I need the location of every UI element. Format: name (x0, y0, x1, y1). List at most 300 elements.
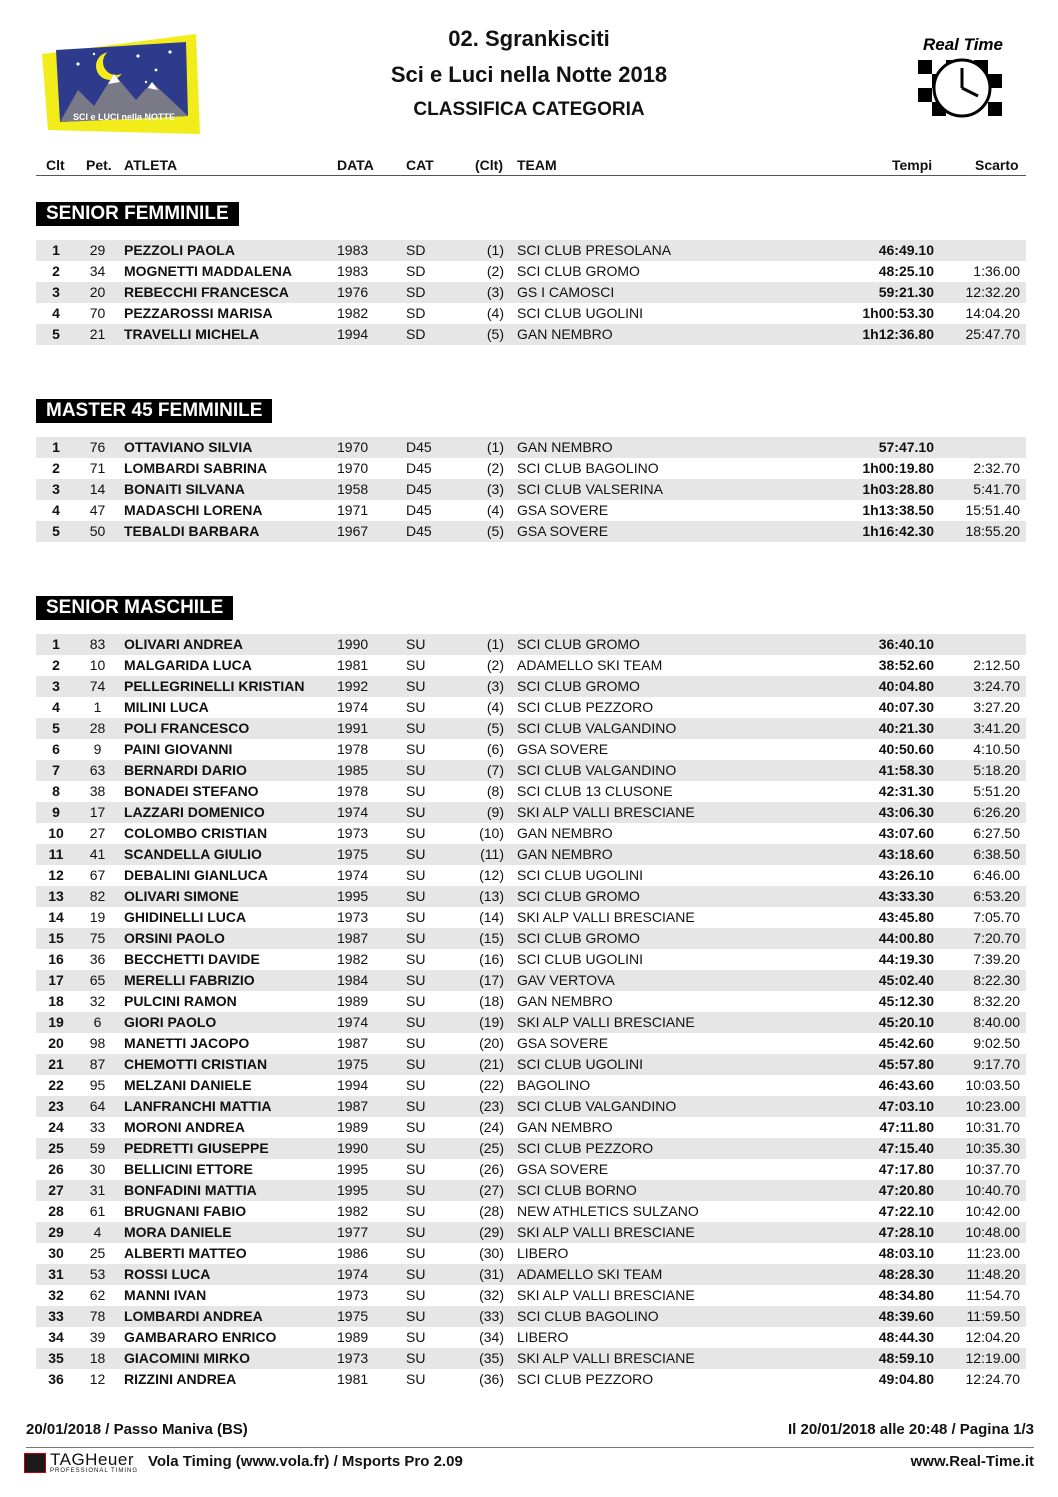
cell-gap: 9:17.70 (973, 1056, 1020, 1072)
cell-cat: SD (406, 326, 426, 342)
cell-time: 46:49.10 (878, 242, 934, 258)
cell-name: BERNARDI DARIO (124, 762, 247, 778)
cell-pos: (1) (486, 439, 504, 455)
cell-cat: SU (406, 867, 426, 883)
cell-gap: 7:39.20 (973, 951, 1020, 967)
cell-name: BRUGNANI FABIO (124, 1203, 247, 1219)
cell-pos: (10) (479, 825, 504, 841)
cell-pet: 20 (89, 284, 106, 300)
cell-team: SKI ALP VALLI BRESCIANE (517, 1014, 695, 1030)
cell-clt: 26 (48, 1161, 64, 1177)
cell-year: 1981 (337, 1371, 369, 1387)
cell-pos: (27) (479, 1182, 504, 1198)
cell-pet: 83 (89, 636, 106, 652)
cell-time: 47:11.80 (879, 1119, 934, 1135)
cell-name: PELLEGRINELLI KRISTIAN (124, 678, 305, 694)
cell-time: 47:03.10 (878, 1098, 934, 1114)
cell-pet: 59 (89, 1140, 106, 1156)
table-row (36, 479, 1026, 500)
cell-time: 47:28.10 (878, 1224, 934, 1240)
cell-team: GAN NEMBRO (517, 1119, 613, 1135)
cell-time: 59:21.30 (878, 284, 934, 300)
cell-cat: SU (406, 720, 426, 736)
cell-team: SCI CLUB GROMO (517, 888, 640, 904)
tag-heuer-badge-icon (24, 1453, 46, 1473)
cell-year: 1995 (337, 1161, 369, 1177)
cell-pos: (24) (479, 1119, 504, 1135)
cell-pet: 27 (89, 825, 106, 841)
cell-cat: SD (406, 305, 426, 321)
cell-cat: SU (406, 636, 426, 652)
table-row (36, 1117, 1026, 1138)
cell-clt: 1 (52, 242, 60, 258)
cell-pos: (4) (486, 699, 504, 715)
cell-gap: 3:27.20 (973, 699, 1020, 715)
table-row (36, 781, 1026, 802)
cell-year: 1975 (337, 846, 369, 862)
cell-pos: (11) (480, 846, 504, 862)
cell-team: SCI CLUB BAGOLINO (517, 1308, 659, 1324)
cell-time: 48:03.10 (878, 1245, 934, 1261)
cell-pos: (26) (479, 1161, 504, 1177)
col-header-pet: Pet. (86, 157, 112, 173)
cell-year: 1989 (337, 993, 369, 1009)
footer-page-info: Il 20/01/2018 alle 20:48 / Pagina 1/3 (788, 1421, 1034, 1438)
cell-time: 44:19.30 (878, 951, 934, 967)
cell-name: MERELLI FABRIZIO (124, 972, 255, 988)
cell-time: 48:34.80 (878, 1287, 934, 1303)
cell-pos: (7) (486, 762, 504, 778)
header-divider (36, 175, 1026, 176)
cell-team: SCI CLUB BORNO (517, 1182, 637, 1198)
cell-time: 43:26.10 (878, 867, 934, 883)
table-row (36, 823, 1026, 844)
cell-year: 1978 (337, 741, 369, 757)
cell-gap: 6:27.50 (973, 825, 1020, 841)
tag-heuer-brand: TAGHeuer (50, 1450, 134, 1469)
cell-clt: 12 (48, 867, 64, 883)
cell-clt: 3 (52, 678, 60, 694)
cell-clt: 24 (48, 1119, 64, 1135)
cell-name: DEBALINI GIANLUCA (124, 867, 268, 883)
cell-pet: 64 (89, 1098, 106, 1114)
cell-year: 1975 (337, 1056, 369, 1072)
cell-time: 47:20.80 (878, 1182, 934, 1198)
cell-time: 45:02.40 (878, 972, 934, 988)
table-row (36, 1306, 1026, 1327)
cell-gap: 6:46.00 (973, 867, 1020, 883)
cell-year: 1990 (337, 1140, 369, 1156)
cell-name: GIACOMINI MIRKO (124, 1350, 250, 1366)
cell-year: 1987 (337, 1035, 369, 1051)
cell-pet: 18 (89, 1350, 106, 1366)
cell-pos: (3) (486, 678, 504, 694)
cell-pos: (20) (479, 1035, 504, 1051)
cell-pet: 25 (89, 1245, 106, 1261)
footer-event-info: 20/01/2018 / Passo Maniva (BS) (26, 1421, 248, 1438)
category-header: MASTER 45 FEMMINILE (36, 399, 272, 423)
cell-pet: 98 (89, 1035, 106, 1051)
col-header-pos: (Clt) (475, 157, 503, 173)
cell-cat: SU (406, 699, 426, 715)
table-row (36, 1054, 1026, 1075)
table-row (36, 240, 1026, 261)
cell-year: 1974 (337, 804, 369, 820)
cell-pet: 21 (89, 326, 106, 342)
cell-cat: SD (406, 284, 426, 300)
cell-pos: (8) (486, 783, 504, 799)
table-row (36, 907, 1026, 928)
cell-name: BONFADINI MATTIA (124, 1182, 257, 1198)
cell-name: LANFRANCHI MATTIA (124, 1098, 272, 1114)
cell-cat: SU (406, 1161, 426, 1177)
table-row (36, 802, 1026, 823)
cell-time: 40:07.30 (878, 699, 934, 715)
cell-gap: 12:04.20 (965, 1329, 1020, 1345)
cell-name: ALBERTI MATTEO (124, 1245, 247, 1261)
cell-pos: (5) (486, 523, 504, 539)
col-header-cat: CAT (406, 157, 434, 173)
cell-year: 1987 (337, 930, 369, 946)
cell-year: 1983 (337, 242, 369, 258)
cell-clt: 22 (48, 1077, 64, 1093)
cell-name: OTTAVIANO SILVIA (124, 439, 253, 455)
cell-year: 1977 (337, 1224, 369, 1240)
cell-gap: 6:38.50 (973, 846, 1020, 862)
cell-name: MALGARIDA LUCA (124, 657, 252, 673)
table-row (36, 1180, 1026, 1201)
cell-team: GAN NEMBRO (517, 825, 613, 841)
cell-pet: 31 (89, 1182, 106, 1198)
cell-year: 1973 (337, 1287, 369, 1303)
cell-name: ORSINI PAOLO (124, 930, 225, 946)
cell-team: SCI CLUB PRESOLANA (517, 242, 672, 258)
cell-cat: D45 (406, 460, 432, 476)
cell-name: MADASCHI LORENA (124, 502, 263, 518)
cell-pos: (32) (479, 1287, 504, 1303)
cell-cat: SU (406, 1308, 426, 1324)
cell-year: 1974 (337, 1014, 369, 1030)
cell-year: 1982 (337, 305, 369, 321)
cell-cat: SU (406, 846, 426, 862)
cell-cat: SU (406, 951, 426, 967)
col-header-data: DATA (337, 157, 374, 173)
table-row (36, 1012, 1026, 1033)
cell-team: ADAMELLO SKI TEAM (517, 1266, 663, 1282)
cell-clt: 2 (52, 263, 60, 279)
cell-clt: 8 (52, 783, 60, 799)
real-time-logo (908, 30, 1018, 138)
table-row (36, 1138, 1026, 1159)
cell-pos: (12) (479, 867, 504, 883)
cell-team: GSA SOVERE (517, 502, 609, 518)
cell-year: 1978 (337, 783, 369, 799)
table-row (36, 1159, 1026, 1180)
cell-name: CHEMOTTI CRISTIAN (124, 1056, 268, 1072)
cell-name: PULCINI RAMON (124, 993, 237, 1009)
cell-name: LOMBARDI SABRINA (124, 460, 268, 476)
cell-team: SCI CLUB GROMO (517, 930, 640, 946)
cell-clt: 14 (48, 909, 64, 925)
cell-name: LOMBARDI ANDREA (124, 1308, 263, 1324)
cell-time: 57:47.10 (878, 439, 934, 455)
cell-pos: (4) (486, 305, 504, 321)
cell-time: 44:00.80 (878, 930, 934, 946)
cell-clt: 2 (52, 657, 60, 673)
cell-team: GAV VERTOVA (517, 972, 615, 988)
cell-clt: 21 (48, 1056, 64, 1072)
cell-team: SCI CLUB UGOLINI (517, 305, 644, 321)
cell-time: 45:57.80 (878, 1056, 934, 1072)
col-header-atleta: ATLETA (124, 157, 178, 173)
cell-team: SCI CLUB VALSERINA (517, 481, 664, 497)
cell-cat: SU (406, 1287, 426, 1303)
cell-time: 47:22.10 (878, 1203, 934, 1219)
cell-gap: 3:24.70 (973, 678, 1020, 694)
table-row (36, 1096, 1026, 1117)
cell-pet: 30 (89, 1161, 106, 1177)
cell-cat: SU (406, 888, 426, 904)
cell-time: 45:42.60 (878, 1035, 934, 1051)
cell-name: PEZZAROSSI MARISA (124, 305, 273, 321)
cell-clt: 29 (48, 1224, 64, 1240)
cell-team: SKI ALP VALLI BRESCIANE (517, 1350, 695, 1366)
cell-pet: 10 (89, 657, 106, 673)
cell-pos: (1) (486, 636, 504, 652)
cell-time: 40:04.80 (878, 678, 934, 694)
cell-cat: SU (406, 804, 426, 820)
cell-gap: 11:59.50 (966, 1308, 1020, 1324)
table-row (36, 1033, 1026, 1054)
cell-pos: (28) (479, 1203, 504, 1219)
cell-pos: (23) (479, 1098, 504, 1114)
cell-cat: D45 (406, 439, 432, 455)
table-row (36, 1264, 1026, 1285)
cell-name: SCANDELLA GIULIO (124, 846, 262, 862)
cell-team: SKI ALP VALLI BRESCIANE (517, 1224, 695, 1240)
cell-pos: (9) (486, 804, 504, 820)
cell-team: GAN NEMBRO (517, 846, 613, 862)
cell-year: 1967 (337, 523, 369, 539)
col-header-clt: Clt (46, 157, 65, 173)
cell-clt: 4 (52, 502, 60, 518)
cell-cat: SU (406, 1371, 426, 1387)
cell-pet: 78 (89, 1308, 106, 1324)
cell-team: SCI CLUB VALGANDINO (517, 1098, 677, 1114)
cell-gap: 10:03.50 (965, 1077, 1020, 1093)
cell-year: 1982 (337, 951, 369, 967)
table-row (36, 1243, 1026, 1264)
cell-year: 1970 (337, 460, 369, 476)
cell-clt: 30 (48, 1245, 64, 1261)
footer-software: Vola Timing (www.vola.fr) / Msports Pro 2.09 (148, 1453, 463, 1470)
table-row (36, 1348, 1026, 1369)
cell-year: 1973 (337, 909, 369, 925)
cell-year: 1995 (337, 888, 369, 904)
cell-cat: SU (406, 1077, 426, 1093)
table-row (36, 844, 1026, 865)
cell-name: OLIVARI ANDREA (124, 636, 243, 652)
cell-team: SKI ALP VALLI BRESCIANE (517, 909, 695, 925)
cell-cat: SU (406, 993, 426, 1009)
cell-pet: 39 (89, 1329, 106, 1345)
cell-cat: SU (406, 657, 426, 673)
cell-team: GSA SOVERE (517, 523, 609, 539)
table-row (36, 521, 1026, 542)
cell-cat: SU (406, 762, 426, 778)
cell-gap: 10:40.70 (965, 1182, 1020, 1198)
cell-time: 1h12:36.80 (862, 326, 934, 342)
table-row (36, 928, 1026, 949)
cell-team: BAGOLINO (517, 1077, 591, 1093)
cell-name: MORA DANIELE (124, 1224, 232, 1240)
cell-team: ADAMELLO SKI TEAM (517, 657, 663, 673)
table-row (36, 1327, 1026, 1348)
cell-gap: 11:54.70 (966, 1287, 1020, 1303)
table-row (36, 1201, 1026, 1222)
cell-pet: 50 (89, 523, 106, 539)
category-header: SENIOR MASCHILE (36, 596, 233, 620)
cell-clt: 13 (48, 888, 64, 904)
real-time-logo-text: Real Time (922, 35, 1004, 54)
cell-pet: 33 (89, 1119, 106, 1135)
cell-team: LIBERO (517, 1245, 569, 1261)
cell-name: OLIVARI SIMONE (124, 888, 239, 904)
table-row (36, 739, 1026, 760)
cell-pet: 12 (89, 1371, 106, 1387)
table-row (36, 261, 1026, 282)
cell-pet: 19 (89, 909, 106, 925)
cell-gap: 9:02.50 (973, 1035, 1020, 1051)
cell-pet: 47 (89, 502, 106, 518)
cell-pos: (4) (486, 502, 504, 518)
cell-pet: 14 (89, 481, 106, 497)
cell-clt: 10 (48, 825, 64, 841)
cell-pos: (2) (486, 460, 504, 476)
cell-year: 1985 (337, 762, 369, 778)
cell-gap: 8:32.20 (973, 993, 1020, 1009)
cell-gap: 7:20.70 (973, 930, 1020, 946)
cell-name: TEBALDI BARBARA (124, 523, 260, 539)
cell-time: 43:07.60 (878, 825, 934, 841)
cell-cat: SU (406, 1203, 426, 1219)
cell-name: BECCHETTI DAVIDE (124, 951, 260, 967)
cell-year: 1994 (337, 1077, 369, 1093)
cell-cat: SU (406, 1140, 426, 1156)
cell-year: 1992 (337, 678, 369, 694)
cell-time: 47:17.80 (878, 1161, 934, 1177)
cell-clt: 5 (52, 326, 60, 342)
cell-pet: 75 (89, 930, 106, 946)
cell-gap: 12:32.20 (965, 284, 1020, 300)
cell-time: 48:28.30 (878, 1266, 934, 1282)
cell-clt: 3 (52, 481, 60, 497)
cell-team: SCI CLUB GROMO (517, 678, 640, 694)
cell-time: 41:58.30 (878, 762, 934, 778)
cell-time: 36:40.10 (878, 636, 934, 652)
cell-gap: 5:41.70 (973, 481, 1020, 497)
cell-year: 1976 (337, 284, 369, 300)
cell-gap: 11:23.00 (966, 1245, 1020, 1261)
cell-pos: (34) (479, 1329, 504, 1345)
cell-cat: SU (406, 1182, 426, 1198)
cell-pet: 29 (89, 242, 106, 258)
cell-pet: 95 (89, 1077, 106, 1093)
col-header-scarto: Scarto (975, 157, 1019, 173)
cell-clt: 25 (48, 1140, 64, 1156)
cell-pet: 87 (89, 1056, 106, 1072)
cell-name: LAZZARI DOMENICO (124, 804, 265, 820)
cell-clt: 4 (52, 305, 60, 321)
cell-cat: SU (406, 1098, 426, 1114)
cell-pet: 38 (89, 783, 106, 799)
cell-team: SCI CLUB PEZZORO (517, 1371, 654, 1387)
cell-clt: 33 (48, 1308, 64, 1324)
cell-pos: (5) (486, 326, 504, 342)
cell-gap: 6:53.20 (973, 888, 1020, 904)
cell-year: 1987 (337, 1098, 369, 1114)
table-row (36, 760, 1026, 781)
cell-year: 1982 (337, 1203, 369, 1219)
table-row (36, 500, 1026, 521)
cell-time: 1h13:38.50 (862, 502, 934, 518)
cell-pet: 71 (89, 460, 106, 476)
cell-gap: 25:47.70 (965, 326, 1020, 342)
cell-name: RIZZINI ANDREA (124, 1371, 237, 1387)
cell-name: MORONI ANDREA (124, 1119, 245, 1135)
cell-pos: (2) (486, 263, 504, 279)
cell-name: BONADEI STEFANO (124, 783, 259, 799)
cell-team: LIBERO (517, 1329, 569, 1345)
cell-name: TRAVELLI MICHELA (124, 326, 260, 342)
table-row (36, 303, 1026, 324)
cell-name: BONAITI SILVANA (124, 481, 245, 497)
cell-pet: 32 (89, 993, 106, 1009)
cell-time: 42:31.30 (878, 783, 934, 799)
cell-pos: (31) (479, 1266, 504, 1282)
page-title: 02. Sgrankisciti (448, 26, 610, 51)
cell-name: GIORI PAOLO (124, 1014, 217, 1030)
cell-clt: 27 (48, 1182, 64, 1198)
cell-pos: (13) (479, 888, 504, 904)
cell-pos: (18) (479, 993, 504, 1009)
cell-cat: SU (406, 1329, 426, 1345)
cell-time: 47:15.40 (878, 1140, 934, 1156)
cell-gap: 1:36.00 (973, 263, 1020, 279)
cell-pos: (2) (486, 657, 504, 673)
cell-clt: 32 (48, 1287, 64, 1303)
cell-name: BELLICINI ETTORE (124, 1161, 253, 1177)
table-row (36, 697, 1026, 718)
cell-clt: 3 (52, 284, 60, 300)
cell-year: 1973 (337, 825, 369, 841)
cell-gap: 15:51.40 (965, 502, 1020, 518)
cell-clt: 5 (52, 720, 60, 736)
cell-cat: SD (406, 263, 426, 279)
cell-year: 1989 (337, 1119, 369, 1135)
cell-year: 1975 (337, 1308, 369, 1324)
cell-pet: 34 (89, 263, 106, 279)
event-title: Sci e Luci nella Notte 2018 (390, 62, 668, 87)
table-row (36, 324, 1026, 345)
cell-clt: 23 (48, 1098, 64, 1114)
cell-year: 1974 (337, 867, 369, 883)
cell-year: 1989 (337, 1329, 369, 1345)
table-row (36, 1369, 1026, 1390)
cell-year: 1974 (337, 699, 369, 715)
cell-clt: 1 (52, 636, 60, 652)
cell-team: SCI CLUB BAGOLINO (517, 460, 659, 476)
